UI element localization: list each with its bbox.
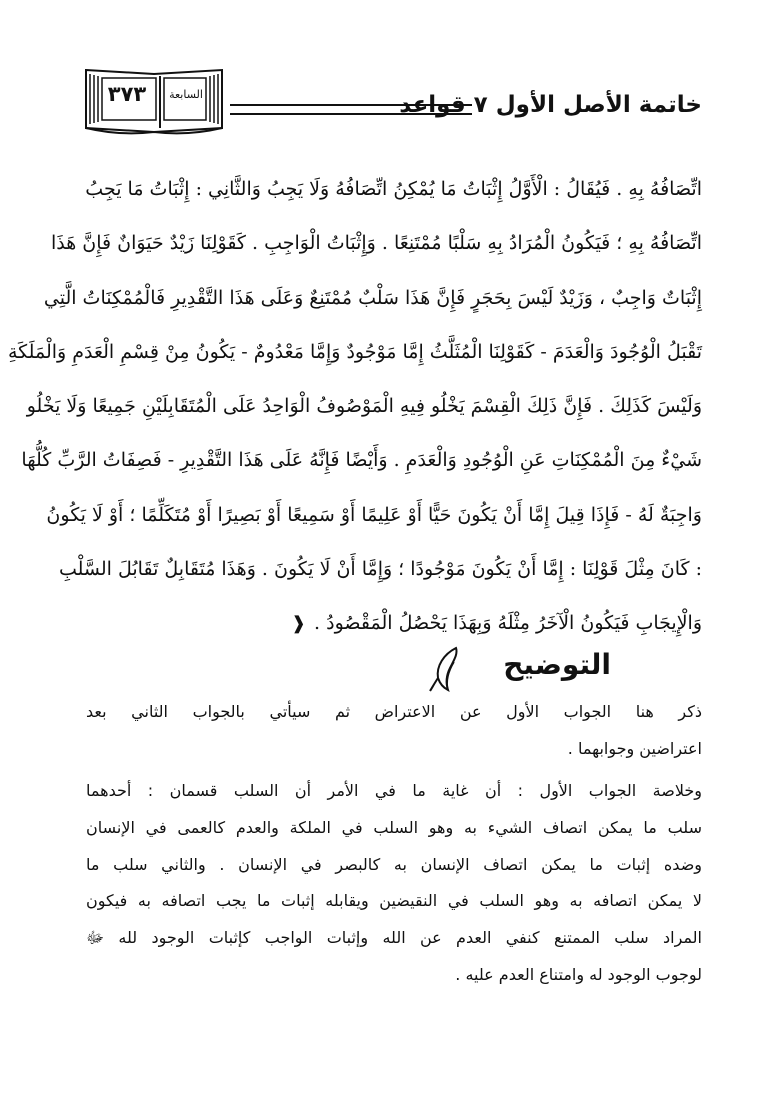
text-line: اتِّصَافُهُ بِهِ . فَيُقَالُ : الْأَوَّلُ إِثْبَاتُ مَا يُمْكِنُ اتِّصَافُهُ وَلَا يَجِبُ وَالثَّانِي : إِثْبَاتُ مَا يَجِبُ: [85, 178, 702, 200]
page-number: ٣٧٣: [107, 82, 147, 106]
text-line: اتِّصَافُهُ بِهِ ؛ فَيَكُونُ الْمُرَادُ بِهِ سَلْبًا مُمْتَنِعًا . وَإِثْبَاتُ الْوَاجِبِ . كَقَوْلِنَا زَيْدٌ حَيَوَانٌ فَإِنَّ هَذَا: [50, 232, 702, 255]
commentary-line: وضده إثبات ما يمكن اتصاف الإنسان به كالبصر في الإنسان . والثاني سلب ما: [86, 854, 702, 874]
end-ornament-icon: ❰: [290, 613, 307, 635]
commentary-text: [86, 694, 702, 994]
text-line: تَقْبَلُ الْوُجُودَ وَالْعَدَمَ - كَقَوْلِنَا الْمُثَلَّثُ إِمَّا مَوْجُودٌ وَإِمَّا مَعْدُومٌ - يَكُونُ مِنْ قِسْمِ الْعَدَمِ وَالْمَلَكَةِ: [8, 340, 702, 363]
commentary-line: ذكر هنا الجواب الأول عن الاعتراض ثم سيأتي بالجواب الثاني بعد: [86, 702, 702, 721]
text-line-content: وَالْإِيجَابِ فَيَكُونُ الْآخَرُ مِثْلَهُ وَبِهَذَا يَحْصُلُ الْمَقْصُودُ .: [314, 612, 702, 635]
header-double-rule: [230, 104, 472, 115]
header-title: خاتمة الأصل الأول ٧ قواعد: [399, 92, 702, 118]
commentary-line: اعتراضين وجوابهما .: [567, 738, 702, 758]
page-header: [80, 62, 702, 138]
text-line: شَيْءٌ مِنَ الْمُمْكِنَاتِ عَنِ الْوُجُودِ وَالْعَدَمِ . وَأَيْضًا فَإِنَّهُ عَلَى هَذَا التَّقْدِيرِ - فَصِفَاتُ الرَّبِّ كُلُّهَا: [21, 449, 702, 472]
commentary-line: لا يمكن اتصافه به وهو السلب في النقيضين ويقابله إثبات ما يجب اتصافه به فيكون: [86, 891, 702, 911]
commentary-line: المراد سلب الممتنع كنفي العدم عن الله وإثبات الواجب كإثبات الوجود لله ﷻ: [86, 928, 702, 948]
text-line-last: [86, 596, 702, 650]
text-line: وَلَيْسَ كَذَلِكَ . فَإِنَّ ذَلِكَ الْقِسْمَ يَخْلُو فِيهِ الْمَوْصُوفُ الْوَاحِدُ عَلَى الْمُتَقَابِلَيْنِ جَمِيعًا وَلَا يَخْلُو: [26, 395, 702, 418]
commentary-line: لوجوب الوجود له وامتناع العدم عليه .: [455, 964, 702, 984]
commentary-line: سلب ما يمكن اتصاف الشيء به وهو السلب في الملكة والعدم كالعمى في الإنسان: [86, 818, 702, 838]
section-heading: التوضيح: [503, 648, 611, 681]
text-line: وَاجِبَةٌ لَهُ - فَإِذَا قِيلَ إِمَّا أَنْ يَكُونَ حَيًّا أَوْ عَلِيمًا أَوْ سَمِيعًا أَوْ بَصِيرًا أَوْ مُتَكَلِّمًا ؛ أَوْ لَا يَكُونُ: [46, 503, 702, 526]
text-line: : كَانَ مِثْلَ قَوْلِنَا : إِمَّا أَنْ يَكُونَ مَوْجُودًا ؛ وَإِمَّا أَنْ لَا يَكُونَ . وَهَذَا مُتَقَابِلٌ تَقَابُلَ السَّلْبِ: [58, 558, 702, 581]
main-text: [8, 162, 702, 651]
commentary-line: وخلاصة الجواب الأول : أن غاية ما في الأمر أن السلب قسمان : أحدهما: [86, 781, 702, 801]
chapter-label: السابعة: [169, 88, 203, 101]
text-line: إِثْبَاتٌ وَاجِبٌ ، وَزَيْدٌ لَيْسَ بِحَجَرٍ فَإِنَّ هَذَا سَلْبٌ مُمْتَنِعٌ وَعَلَى هَذَا التَّقْدِيرِ فَالْمُمْكِنَاتُ الَّتِي: [43, 286, 702, 309]
quill-pen-icon: [426, 644, 470, 692]
open-book-frame-icon: [80, 62, 228, 138]
